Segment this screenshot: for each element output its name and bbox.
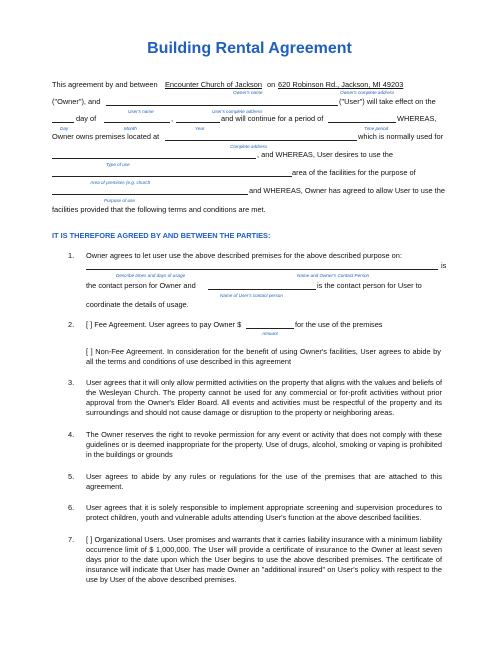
time-period-label: Time period bbox=[364, 126, 389, 131]
usage-times-label: Describe times and days of usage bbox=[116, 273, 186, 278]
intro-text-3c: and will continue for a period of bbox=[221, 114, 324, 123]
month-label: Month bbox=[124, 126, 137, 131]
owner-contact-label: Name and Owner's Contact Person bbox=[297, 273, 370, 278]
item-2-number: 2. bbox=[68, 320, 75, 329]
area-label: Area of premises (e.g. church bbox=[90, 180, 151, 185]
intro-text-on: on bbox=[267, 80, 276, 89]
usage-times-field[interactable] bbox=[86, 269, 438, 270]
item-1-text-4: coordinate the details of usage. bbox=[86, 300, 189, 309]
document-title: Building Rental Agreement bbox=[147, 40, 352, 57]
type-of-use-field[interactable] bbox=[52, 158, 256, 159]
item-7-text[interactable]: [ ] Organizational Users. User promises and warrants that it carries liability insurance with a minimum liability occurrence limit of $ 1,000,000. The User will provide a certificate of insurance to the Owner at least seven days prior to the date upon which the User begins to use the above described premises. The certificate of insurance will indicate that User has made Owner an "additional insured" on User's policy with respect to the use by User of the above described premises. bbox=[86, 535, 442, 584]
user-name-label: User's name bbox=[128, 109, 154, 114]
purpose-field[interactable] bbox=[52, 194, 248, 195]
item-6-text: User agrees that it is solely responsible to implement appropriate screening and supervision procedures to protect children, youth and vulnerable adults attending User's function at the above described facilities. bbox=[86, 503, 442, 522]
intro-text-7a: and WHEREAS, Owner has agreed to allow User to use the bbox=[249, 186, 445, 195]
non-fee-agreement-text[interactable]: [ ] Non-Fee Agreement. In consideration for the benefit of using Owner's facilities, User agrees to abide by all the terms and conditions of use described in this agreement bbox=[86, 347, 441, 366]
premises-address-field[interactable] bbox=[165, 140, 357, 141]
day-label: Day bbox=[60, 126, 69, 131]
intro-text-2b: ("User") will take effect on the bbox=[339, 97, 436, 106]
intro-text-8: facilities provided that the following terms and conditions are met. bbox=[52, 205, 266, 214]
intro-text-2a: ("Owner"), and bbox=[52, 97, 101, 106]
area-field[interactable] bbox=[52, 176, 292, 177]
item-1-text-3a: the contact person for Owner and bbox=[86, 281, 196, 290]
user-name-address-field[interactable] bbox=[106, 105, 338, 106]
owner-name-label: Owner's name bbox=[233, 90, 263, 95]
year-field[interactable] bbox=[176, 122, 220, 123]
item-5-number: 5. bbox=[68, 472, 75, 481]
time-period-field[interactable] bbox=[328, 122, 396, 123]
agreed-heading: IT IS THEREFORE AGREED BY AND BETWEEN THE PARTIES: bbox=[52, 231, 271, 240]
item-5-text: User agrees to abide by any rules or regulations for the use of the premises that are attached to this agreement. bbox=[86, 472, 442, 491]
day-field[interactable] bbox=[52, 122, 74, 123]
purpose-label: Purpose of use bbox=[104, 198, 135, 203]
item-4-number: 4. bbox=[68, 430, 75, 439]
item-1-is: is bbox=[441, 261, 447, 270]
complete-address-label: Complete address bbox=[230, 144, 268, 149]
item-4-text: The Owner reserves the right to revoke permission for any event or activity that does not comply with these guidelines or is deemed inappropriate for the property. Use of drugs, alcohol, smoking or vaping is prohibited in the buildings or grounds bbox=[86, 430, 442, 459]
item-7-number: 7. bbox=[68, 535, 75, 544]
item-6-number: 6. bbox=[68, 503, 75, 512]
user-address-label: User's complete address bbox=[212, 109, 263, 114]
amount-label: Amount bbox=[262, 331, 278, 336]
intro-text-1: This agreement by and between bbox=[52, 80, 158, 89]
intro-text-3b: , bbox=[171, 114, 174, 123]
intro-text-3a: day of bbox=[76, 114, 97, 123]
fee-agreement-text-b: for the use of the premises bbox=[295, 320, 383, 329]
fee-amount-field[interactable] bbox=[246, 328, 294, 329]
fee-agreement-text[interactable]: [ ] Fee Agreement. User agrees to pay Owner $ bbox=[86, 320, 242, 329]
month-field[interactable] bbox=[104, 122, 170, 123]
intro-text-3d: WHEREAS, bbox=[397, 114, 437, 123]
year-label: Year bbox=[195, 126, 205, 131]
user-contact-field[interactable] bbox=[208, 289, 316, 290]
intro-text-6a: area of the facilities for the purpose of bbox=[292, 168, 416, 177]
type-of-use-label: Type of use bbox=[106, 162, 130, 167]
item-1-text-3b: is the contact person for User to bbox=[317, 281, 422, 290]
intro-text-4a: Owner owns premises located at bbox=[52, 132, 160, 141]
item-1-text: Owner agrees to let user use the above described premises for the above described purpose on: bbox=[86, 251, 402, 260]
item-3-number: 3. bbox=[68, 378, 75, 387]
intro-text-5a: , and WHEREAS, User desires to use the bbox=[257, 150, 393, 159]
item-1-number: 1. bbox=[68, 251, 75, 260]
owner-address-label: Owner's complete address bbox=[340, 90, 395, 95]
owner-name-value[interactable]: Encounter Church of Jackson bbox=[165, 80, 262, 89]
user-contact-label: Name of User's contact person bbox=[220, 293, 283, 298]
intro-text-4b: which is normally used for bbox=[358, 132, 444, 141]
owner-address-value[interactable]: 620 Robinson Rd., Jackson, MI 49203 bbox=[278, 80, 404, 89]
item-3-text: User agrees that it will only allow permitted activities on the property that aligns with the values and beliefs of the Wesleyan Church. The property cannot be used for any commercial or for-profit activities without prior approval from the Owner's Elder Board. All events and activities must be respectful of the property and its surroundings and should not cause damage or disruption to the property or neighboring areas. bbox=[86, 378, 442, 417]
